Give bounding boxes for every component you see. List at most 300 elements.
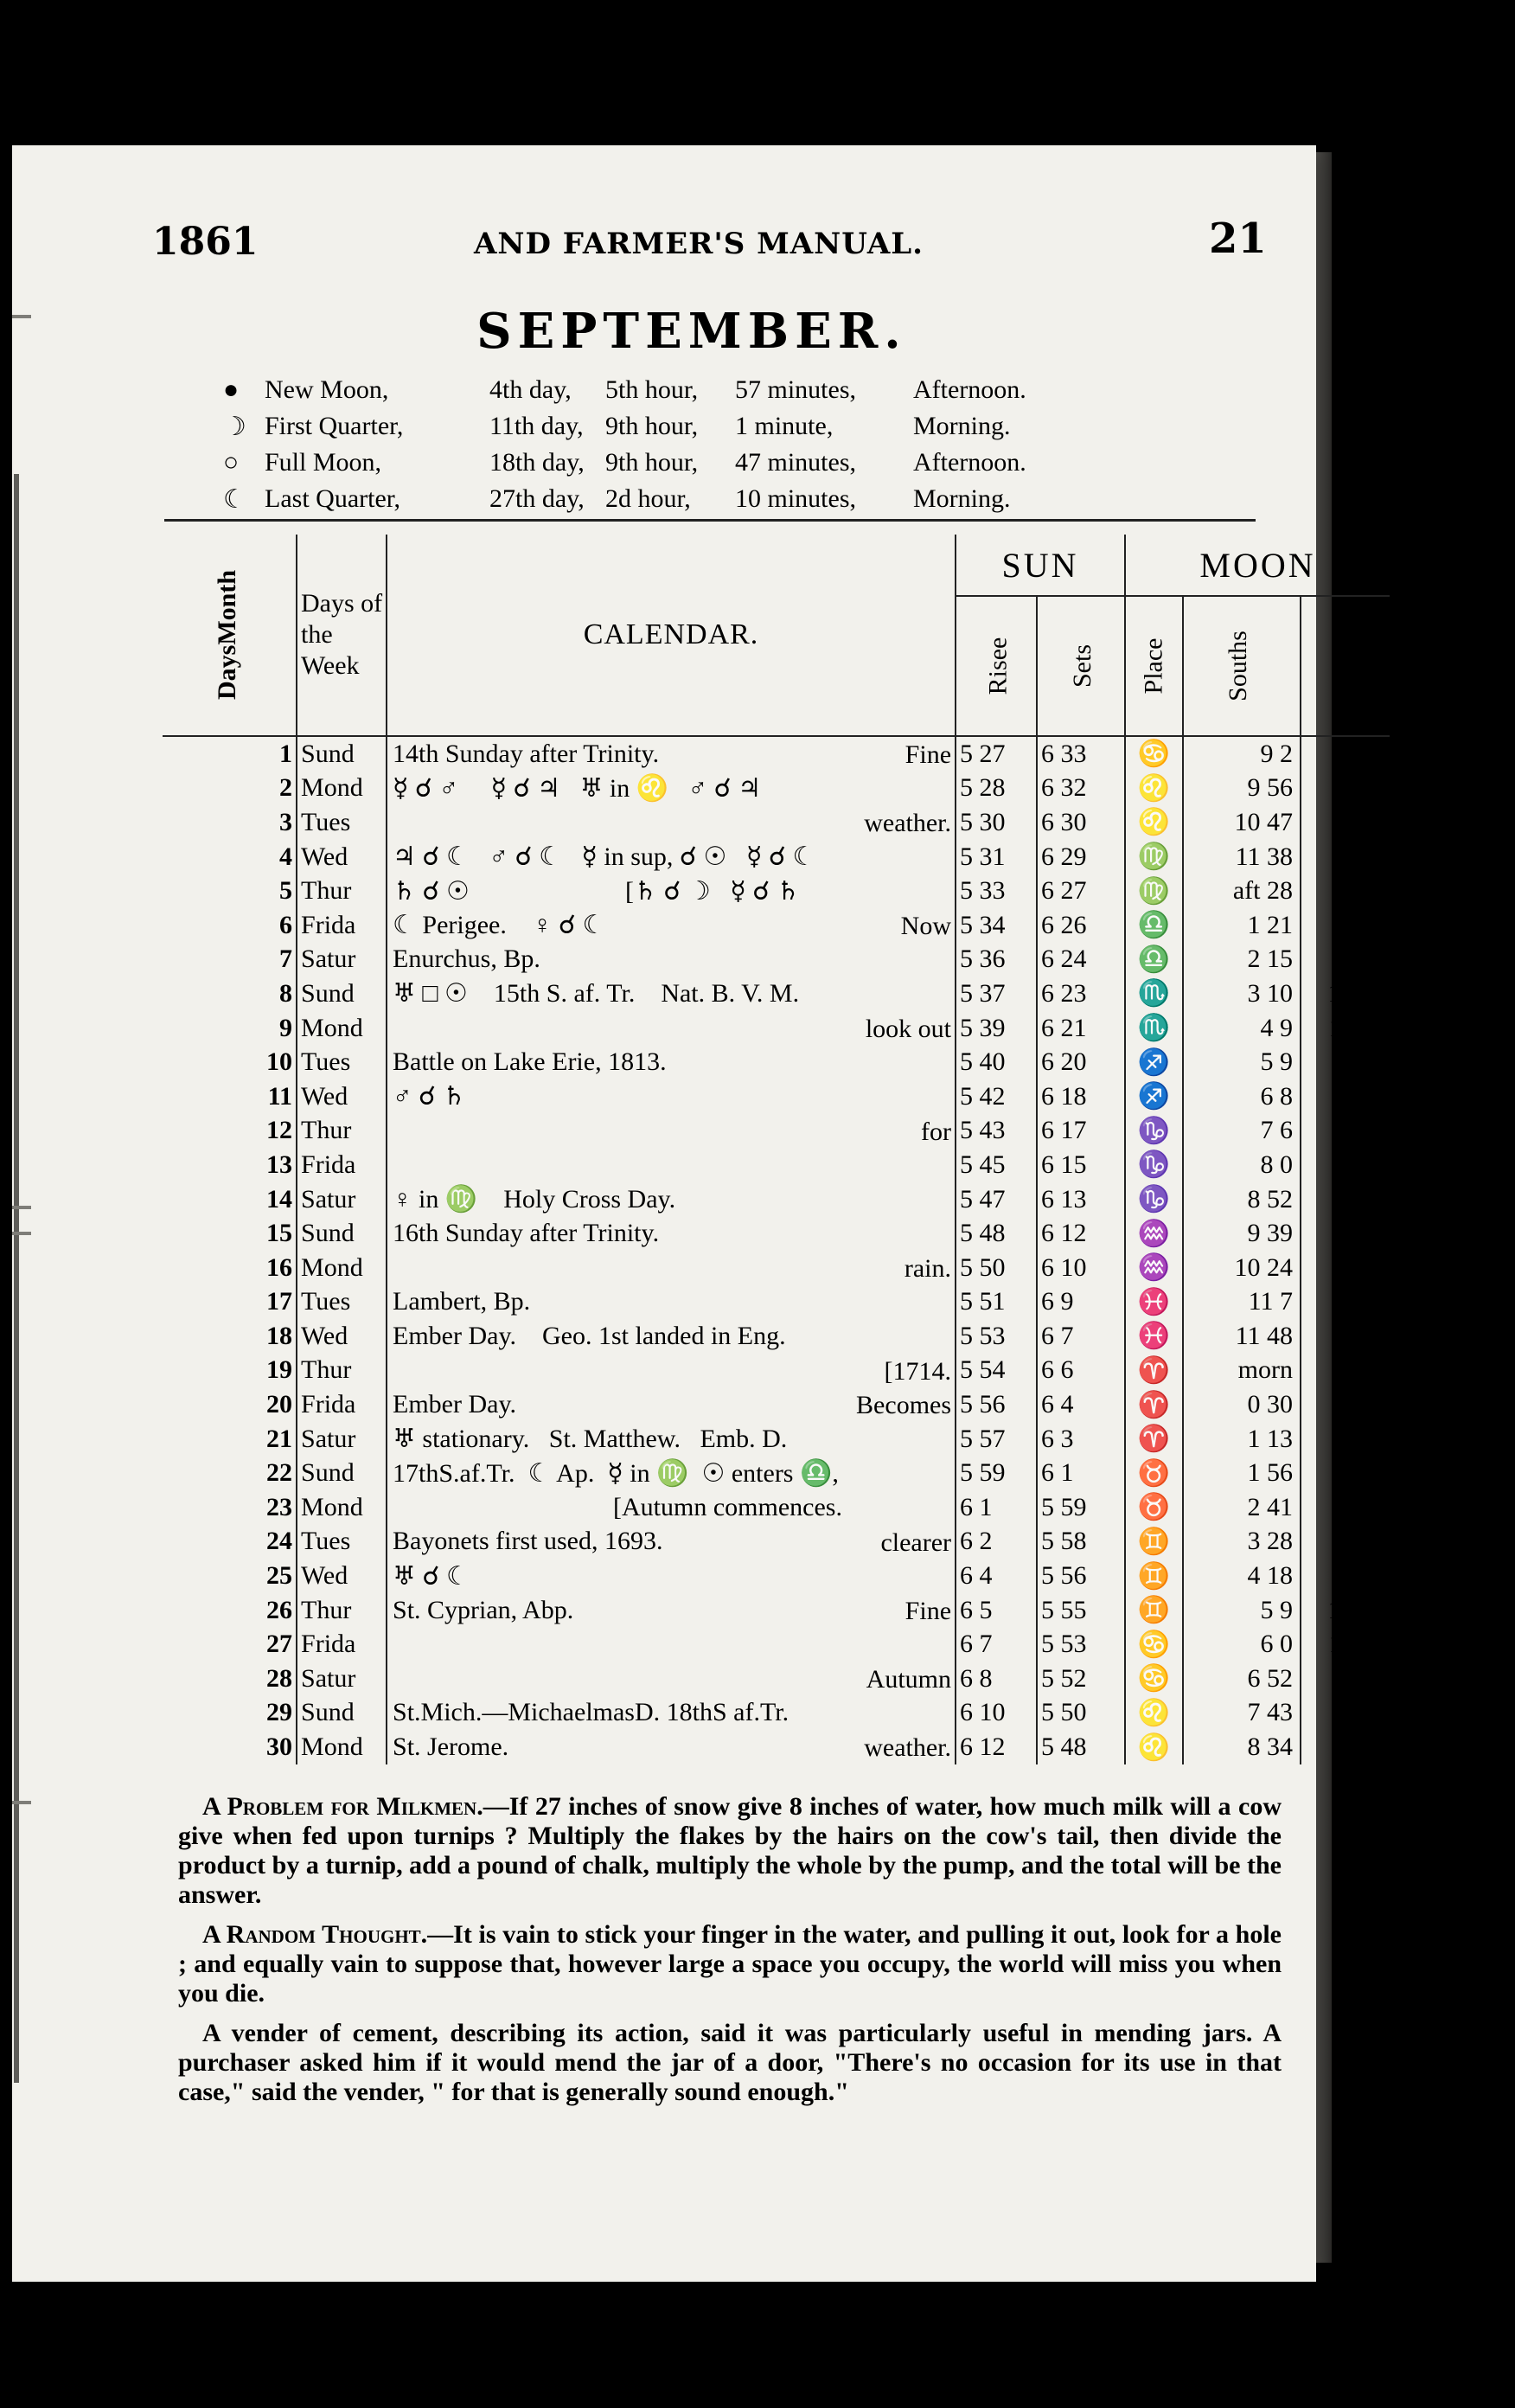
- calendar-cell: [387, 1456, 956, 1490]
- calendar-event: St.Mich.—MichaelmasD. 18thS af.Tr.: [393, 1698, 789, 1727]
- day-of-week: Sund: [297, 1456, 387, 1490]
- weather-note: weather.: [864, 1733, 952, 1763]
- calendar-table: [163, 535, 1390, 1764]
- sun-sets: 6 1: [1037, 1456, 1125, 1490]
- sun-sets: 5 56: [1037, 1559, 1125, 1593]
- moon-rises: 2 43: [1340, 1150, 1386, 1179]
- phase-minutes: 47 minutes,: [735, 448, 856, 477]
- calendar-cell: [387, 736, 956, 772]
- moon-souths: 10 47: [1183, 805, 1301, 840]
- calendar-cell: [387, 1730, 956, 1764]
- moon-souths: 3 10: [1183, 977, 1301, 1011]
- last-quarter-icon: ☾: [223, 484, 246, 514]
- calendar-event: Ember Day. Geo. 1st landed in Eng.: [393, 1321, 786, 1350]
- binding-stitch: [12, 1801, 31, 1804]
- sun-sets: 6 3: [1037, 1422, 1125, 1457]
- calendar-cell: [387, 1593, 956, 1628]
- moon-souths: 1 21: [1183, 908, 1301, 943]
- sun-rises: 6 1: [956, 1490, 1037, 1525]
- sun-rises: 6 12: [956, 1730, 1037, 1764]
- day-of-week: Thur: [297, 1354, 387, 1388]
- table-row: [163, 1387, 1390, 1422]
- day-of-month: 10: [163, 1045, 297, 1079]
- sun-sets: 5 58: [1037, 1525, 1125, 1559]
- sun-rises: 5 54: [956, 1354, 1037, 1388]
- moon-rises: 7 19: [1340, 1458, 1386, 1488]
- calendar-event: [387, 1253, 393, 1282]
- calendar-cell: [387, 1251, 956, 1285]
- calendar-cell: [387, 943, 956, 977]
- moon-rises: 2 52: [1340, 773, 1386, 803]
- table-row: [163, 1319, 1390, 1354]
- moon-rises: 1 50: [1340, 1116, 1386, 1145]
- moon-place: ♓: [1125, 1285, 1183, 1320]
- calendar-event: [Autumn commences.: [393, 1492, 842, 1521]
- sun-rises: 5 42: [956, 1079, 1037, 1114]
- col-group-moon: MOON: [1125, 535, 1390, 596]
- weather-note: look out: [865, 1014, 952, 1043]
- calendar-event: ☾ Perigee. ♀ ☌ ☾: [393, 911, 606, 940]
- notes-section: [178, 1792, 1282, 2117]
- sun-sets: 6 15: [1037, 1148, 1125, 1182]
- moon-souths: 9 39: [1183, 1216, 1301, 1251]
- sun-rises: 5 59: [956, 1456, 1037, 1490]
- sun-sets: 6 29: [1037, 840, 1125, 874]
- day-of-week: Sund: [297, 977, 387, 1011]
- phase-time: Morning.: [913, 484, 1011, 513]
- weather-note: Fine: [905, 740, 952, 769]
- day-of-month: 9: [163, 1011, 297, 1046]
- table-row: [163, 736, 1390, 772]
- table-row: [163, 1662, 1390, 1696]
- moon-souths: 11 7: [1183, 1285, 1301, 1320]
- sun-sets: 6 24: [1037, 943, 1125, 977]
- table-row: [163, 1079, 1390, 1114]
- moon-rises: 10 23: [1327, 1595, 1386, 1624]
- day-of-month: 29: [163, 1696, 297, 1731]
- moon-rises: 1 42: [1340, 1732, 1386, 1762]
- day-of-month: 20: [163, 1387, 297, 1422]
- col-sun-rises: Risee: [956, 596, 1037, 736]
- calendar-event: ♃ ☌ ☾ ♂ ☌ ☾ ☿ in sup, ☌ ☉ ☿ ☌ ☾: [393, 842, 816, 872]
- moon-rises: 3 27: [1340, 1184, 1386, 1214]
- weather-note: [1714.: [884, 1356, 952, 1386]
- weather-note: clearer: [880, 1527, 952, 1557]
- moon-phase-row: [223, 445, 1103, 481]
- phase-day: 18th day,: [489, 448, 585, 477]
- sun-rises: 5 37: [956, 977, 1037, 1011]
- sun-sets: 6 23: [1037, 977, 1125, 1011]
- table-row: [163, 1285, 1390, 1320]
- sun-sets: 6 17: [1037, 1114, 1125, 1149]
- sun-rises: 5 45: [956, 1148, 1037, 1182]
- moon-souths: 1 13: [1183, 1422, 1301, 1457]
- table-row: [163, 1627, 1390, 1662]
- day-of-week: Frida: [297, 1148, 387, 1182]
- calendar-event: 17thS.af.Tr. ☾ Ap. ☿ in ♍ ☉ enters ♎,: [393, 1458, 839, 1488]
- moon-rises: 6 52: [1340, 1424, 1386, 1453]
- sun-sets: 6 32: [1037, 772, 1125, 806]
- calendar-event: ☿ ☌ ♂ ☿ ☌ ♃ ♅ in ♌ ♂ ☌ ♃: [393, 773, 762, 803]
- calendar-event: ♅ ☌ ☾: [393, 1561, 470, 1591]
- table-row: [163, 874, 1390, 908]
- day-of-week: Thur: [297, 1114, 387, 1149]
- day-of-week: Tues: [297, 1525, 387, 1559]
- calendar-event: ♂ ☌ ♄: [393, 1082, 466, 1111]
- day-of-week: Mond: [297, 772, 387, 806]
- full-moon-icon: ○: [223, 448, 240, 477]
- moon-rises: 6 26: [1340, 1390, 1386, 1419]
- moon-place: ♉: [1125, 1490, 1183, 1525]
- day-of-month: 18: [163, 1319, 297, 1354]
- sun-rises: 5 28: [956, 772, 1037, 806]
- sun-rises: 5 30: [956, 805, 1037, 840]
- calendar-cell: [387, 1148, 956, 1182]
- table-row: [163, 1251, 1390, 1285]
- phase-name: Full Moon,: [265, 448, 382, 477]
- moon-souths: 1 56: [1183, 1456, 1301, 1490]
- moon-place: ♊: [1125, 1525, 1183, 1559]
- table-row: [163, 1148, 1390, 1182]
- table-row: [163, 1490, 1390, 1525]
- phase-hour: 5th hour,: [605, 375, 699, 404]
- day-of-month: 26: [163, 1593, 297, 1628]
- moon-souths: 3 28: [1183, 1525, 1301, 1559]
- moon-phase-row: [223, 408, 1103, 445]
- day-of-month: 11: [163, 1079, 297, 1114]
- moon-place: ♌: [1125, 805, 1183, 840]
- moon-souths: 0 30: [1183, 1387, 1301, 1422]
- moon-souths: 4 9: [1183, 1011, 1301, 1046]
- phase-hour: 2d hour,: [605, 484, 691, 513]
- phase-hour: 9th hour,: [605, 448, 699, 477]
- phase-name: New Moon,: [265, 375, 389, 404]
- day-of-month: 15: [163, 1216, 297, 1251]
- table-row: [163, 1593, 1390, 1628]
- day-of-month: 22: [163, 1456, 297, 1490]
- moon-souths: 11 38: [1183, 840, 1301, 874]
- calendar-cell: [387, 1696, 956, 1731]
- moon-place: ♏: [1125, 977, 1183, 1011]
- binding-edge: [14, 474, 19, 2083]
- sun-rises: 5 34: [956, 908, 1037, 943]
- calendar-event: ♀ in ♍ Holy Cross Day.: [393, 1185, 676, 1214]
- sun-sets: 5 48: [1037, 1730, 1125, 1764]
- calendar-cell: [387, 874, 956, 908]
- day-of-month: 24: [163, 1525, 297, 1559]
- phase-minutes: 10 minutes,: [735, 484, 856, 513]
- day-of-week: Thur: [297, 874, 387, 908]
- sun-sets: 6 7: [1037, 1319, 1125, 1354]
- day-of-month: 1: [163, 736, 297, 772]
- moon-rises: 0 51: [1340, 1081, 1386, 1111]
- moon-rises: 8 36: [1340, 1527, 1386, 1556]
- day-of-week: Satur: [297, 943, 387, 977]
- calendar-event: 16th Sunday after Trinity.: [393, 1219, 660, 1248]
- day-of-week: Mond: [297, 1730, 387, 1764]
- day-of-week: Frida: [297, 908, 387, 943]
- note-paragraph: [178, 1792, 1282, 1910]
- table-row: [163, 1696, 1390, 1731]
- moon-place: ♐: [1125, 1045, 1183, 1079]
- day-of-month: 25: [163, 1559, 297, 1593]
- table-row: [163, 1045, 1390, 1079]
- calendar-cell: [387, 805, 956, 840]
- weather-note: rain.: [904, 1253, 952, 1283]
- moon-souths: 9 2: [1183, 736, 1301, 772]
- moon-place: ♑: [1125, 1148, 1183, 1182]
- sun-rises: 5 36: [956, 943, 1037, 977]
- moon-place: ♎: [1125, 943, 1183, 977]
- phase-name: First Quarter,: [265, 412, 404, 440]
- calendar-cell: [387, 1216, 956, 1251]
- sun-rises: 5 48: [956, 1216, 1037, 1251]
- phase-day: 27th day,: [489, 484, 585, 513]
- moon-souths: 2 15: [1183, 943, 1301, 977]
- day-of-week: Satur: [297, 1182, 387, 1217]
- calendar-event: [387, 1355, 393, 1384]
- new-moon-icon: ●: [223, 375, 240, 404]
- day-of-week: Thur: [297, 1593, 387, 1628]
- moon-souths: 8 34: [1183, 1730, 1301, 1764]
- sun-rises: 6 10: [956, 1696, 1037, 1731]
- day-of-month: 19: [163, 1354, 297, 1388]
- calendar-cell: [387, 1285, 956, 1320]
- calendar-cell: [387, 1662, 956, 1696]
- sun-rises: 5 27: [956, 736, 1037, 772]
- day-of-week: Sund: [297, 1696, 387, 1731]
- calendar-event: [387, 1664, 393, 1693]
- sun-rises: 5 56: [956, 1387, 1037, 1422]
- weather-note: weather.: [864, 809, 952, 838]
- table-row: [163, 1525, 1390, 1559]
- phase-time: Morning.: [913, 412, 1011, 440]
- table-row: [163, 1456, 1390, 1490]
- moon-souths: 6 52: [1183, 1662, 1301, 1696]
- day-of-month: 7: [163, 943, 297, 977]
- table-row: [163, 1730, 1390, 1764]
- sun-sets: 5 52: [1037, 1662, 1125, 1696]
- binding-stitch: [12, 1232, 31, 1235]
- moon-rises: 5 19: [1340, 842, 1386, 871]
- first-quarter-icon: ☽: [223, 412, 246, 441]
- moon-souths: 5 9: [1183, 1045, 1301, 1079]
- table-row: [163, 805, 1390, 840]
- col-moon-souths: Souths: [1183, 596, 1301, 736]
- weather-note: Autumn: [866, 1665, 952, 1694]
- calendar-event: St. Cyprian, Abp.: [393, 1595, 574, 1624]
- table-row: [163, 772, 1390, 806]
- moon-rises: rises: [1338, 1355, 1386, 1385]
- moon-place: ♍: [1125, 840, 1183, 874]
- col-days-week: Days of the Week: [297, 535, 387, 736]
- moon-place: ♏: [1125, 1011, 1183, 1046]
- moon-souths: morn: [1183, 1354, 1301, 1388]
- calendar-event: [387, 1116, 393, 1144]
- moon-rises: 11 25: [1328, 1630, 1386, 1659]
- day-of-week: Mond: [297, 1251, 387, 1285]
- moon-rises: 7 48: [1340, 910, 1386, 939]
- sun-sets: 6 10: [1037, 1251, 1125, 1285]
- calendar-event: Bayonets first used, 1693.: [393, 1527, 663, 1556]
- col-days-month: DaysMonth: [163, 535, 297, 736]
- sun-sets: 6 27: [1037, 874, 1125, 908]
- moon-place: ♈: [1125, 1387, 1183, 1422]
- day-of-week: Mond: [297, 1011, 387, 1046]
- sun-sets: 6 33: [1037, 736, 1125, 772]
- moon-rises: 7 56: [1340, 1492, 1386, 1521]
- sun-sets: 6 6: [1037, 1354, 1125, 1388]
- phase-hour: 9th hour,: [605, 412, 699, 440]
- moon-place: ♍: [1125, 874, 1183, 908]
- sun-sets: 6 26: [1037, 908, 1125, 943]
- calendar-event: [387, 808, 393, 836]
- moon-rises: morn: [1331, 1663, 1386, 1693]
- table-row: [163, 1216, 1390, 1251]
- moon-rises: 3 52: [1340, 1219, 1386, 1248]
- calendar-cell: [387, 908, 956, 943]
- moon-rises: 10 23: [1327, 978, 1386, 1008]
- calendar-event: ♅ stationary. St. Matthew. Emb. D.: [393, 1425, 788, 1454]
- day-of-month: 6: [163, 908, 297, 943]
- day-of-week: Tues: [297, 1285, 387, 1320]
- moon-place: ♌: [1125, 772, 1183, 806]
- weather-note: for: [921, 1117, 952, 1146]
- moon-place: ♋: [1125, 736, 1183, 772]
- day-of-week: Tues: [297, 805, 387, 840]
- table-row: [163, 977, 1390, 1011]
- sun-rises: 5 51: [956, 1285, 1037, 1320]
- note-title: A Random Thought.: [202, 1920, 428, 1949]
- moon-souths: 5 9: [1183, 1593, 1301, 1628]
- day-of-month: 8: [163, 977, 297, 1011]
- moon-place: ♒: [1125, 1216, 1183, 1251]
- table-row: [163, 1182, 1390, 1217]
- day-of-month: 28: [163, 1662, 297, 1696]
- note-body: —It is vain to stick your finger in the water, and pulling it out, look for a hole ; and equally vain to suppose that, however large a space you occupy, the world will miss you when you die.: [178, 1920, 1282, 2008]
- moon-phase-row: [223, 372, 1103, 408]
- calendar-cell: [387, 1354, 956, 1388]
- sun-rises: 5 43: [956, 1114, 1037, 1149]
- moon-souths: 8 52: [1183, 1182, 1301, 1217]
- calendar-cell: [387, 1525, 956, 1559]
- moon-rises: sets: [1346, 876, 1386, 906]
- sun-rises: 5 39: [956, 1011, 1037, 1046]
- sun-sets: 5 59: [1037, 1490, 1125, 1525]
- moon-rises: 4 43: [1340, 1287, 1386, 1316]
- sun-sets: 5 55: [1037, 1593, 1125, 1628]
- moon-rises: 4 18: [1340, 1252, 1386, 1282]
- day-of-week: Mond: [297, 1490, 387, 1525]
- sun-rises: 6 5: [956, 1593, 1037, 1628]
- moon-place: ♋: [1125, 1662, 1183, 1696]
- moon-souths: 9 56: [1183, 772, 1301, 806]
- sun-rises: 5 50: [956, 1251, 1037, 1285]
- moon-place: ♑: [1125, 1182, 1183, 1217]
- sun-sets: 6 30: [1037, 805, 1125, 840]
- moon-souths: 6 8: [1183, 1079, 1301, 1114]
- sun-rises: 5 40: [956, 1045, 1037, 1079]
- table-row: [163, 1011, 1390, 1046]
- sun-rises: 5 33: [956, 874, 1037, 908]
- day-of-week: Satur: [297, 1662, 387, 1696]
- sun-rises: 5 31: [956, 840, 1037, 874]
- calendar-event: [387, 1014, 393, 1042]
- moon-souths: 7 6: [1183, 1114, 1301, 1149]
- day-of-week: Sund: [297, 1216, 387, 1251]
- moon-place: ♌: [1125, 1730, 1183, 1764]
- table-row: [163, 1114, 1390, 1149]
- day-of-month: 21: [163, 1422, 297, 1457]
- moon-place: ♑: [1125, 1114, 1183, 1149]
- moon-rises: 0 30: [1340, 1698, 1386, 1727]
- moon-place: ♒: [1125, 1251, 1183, 1285]
- phase-name: Last Quarter,: [265, 484, 401, 513]
- sun-sets: 6 21: [1037, 1011, 1125, 1046]
- moon-souths: 6 0: [1183, 1627, 1301, 1662]
- calendar-event: ♅ □ ☉ 15th S. af. Tr. Nat. B. V. M.: [393, 979, 800, 1009]
- moon-souths: aft 28: [1183, 874, 1301, 908]
- day-of-month: 13: [163, 1148, 297, 1182]
- calendar-event: Enurchus, Bp.: [393, 945, 540, 974]
- day-of-month: 2: [163, 772, 297, 806]
- moon-rises: 5 3: [1353, 1321, 1386, 1350]
- calendar-event: Battle on Lake Erie, 1813.: [393, 1047, 667, 1077]
- calendar-cell: [387, 1422, 956, 1457]
- day-of-week: Satur: [297, 1422, 387, 1457]
- calendar-cell: [387, 1079, 956, 1114]
- day-of-month: 23: [163, 1490, 297, 1525]
- moon-rises: morn: [1331, 1047, 1386, 1077]
- day-of-month: 30: [163, 1730, 297, 1764]
- calendar-cell: [387, 1114, 956, 1149]
- moon-place: ♐: [1125, 1079, 1183, 1114]
- moon-phase-row: [223, 481, 1103, 517]
- month-title: SEPTEMBER.: [476, 303, 907, 360]
- day-of-week: Wed: [297, 1559, 387, 1593]
- moon-rises: 9 27: [1340, 1561, 1386, 1591]
- moon-place: ♓: [1125, 1319, 1183, 1354]
- moon-souths: 7 43: [1183, 1696, 1301, 1731]
- table-row: [163, 840, 1390, 874]
- sun-rises: 5 57: [956, 1422, 1037, 1457]
- sun-rises: 5 53: [956, 1319, 1037, 1354]
- col-calendar: CALENDAR.: [387, 535, 956, 736]
- day-of-week: Sund: [297, 736, 387, 772]
- sun-rises: 6 7: [956, 1627, 1037, 1662]
- phase-day: 11th day,: [489, 412, 584, 440]
- calendar-cell: [387, 1490, 956, 1525]
- calendar-event: Lambert, Bp.: [393, 1287, 531, 1316]
- weather-note: Now: [900, 911, 952, 940]
- sun-sets: 6 18: [1037, 1079, 1125, 1114]
- day-of-week: Wed: [297, 1079, 387, 1114]
- weather-note: Becomes: [856, 1391, 952, 1420]
- sun-rises: 5 47: [956, 1182, 1037, 1217]
- moon-place: ♊: [1125, 1559, 1183, 1593]
- phase-minutes: 1 minute,: [735, 412, 834, 440]
- day-of-month: 4: [163, 840, 297, 874]
- running-title: AND FARMER'S MANUAL.: [474, 227, 924, 261]
- moon-souths: 2 41: [1183, 1490, 1301, 1525]
- note-paragraph: [178, 2019, 1282, 2107]
- table-row: [163, 1422, 1390, 1457]
- table-row: [163, 943, 1390, 977]
- table-row: [163, 1559, 1390, 1593]
- sun-sets: 5 53: [1037, 1627, 1125, 1662]
- note-title: A Problem for Milkmen.: [202, 1792, 483, 1821]
- moon-place: ♈: [1125, 1354, 1183, 1388]
